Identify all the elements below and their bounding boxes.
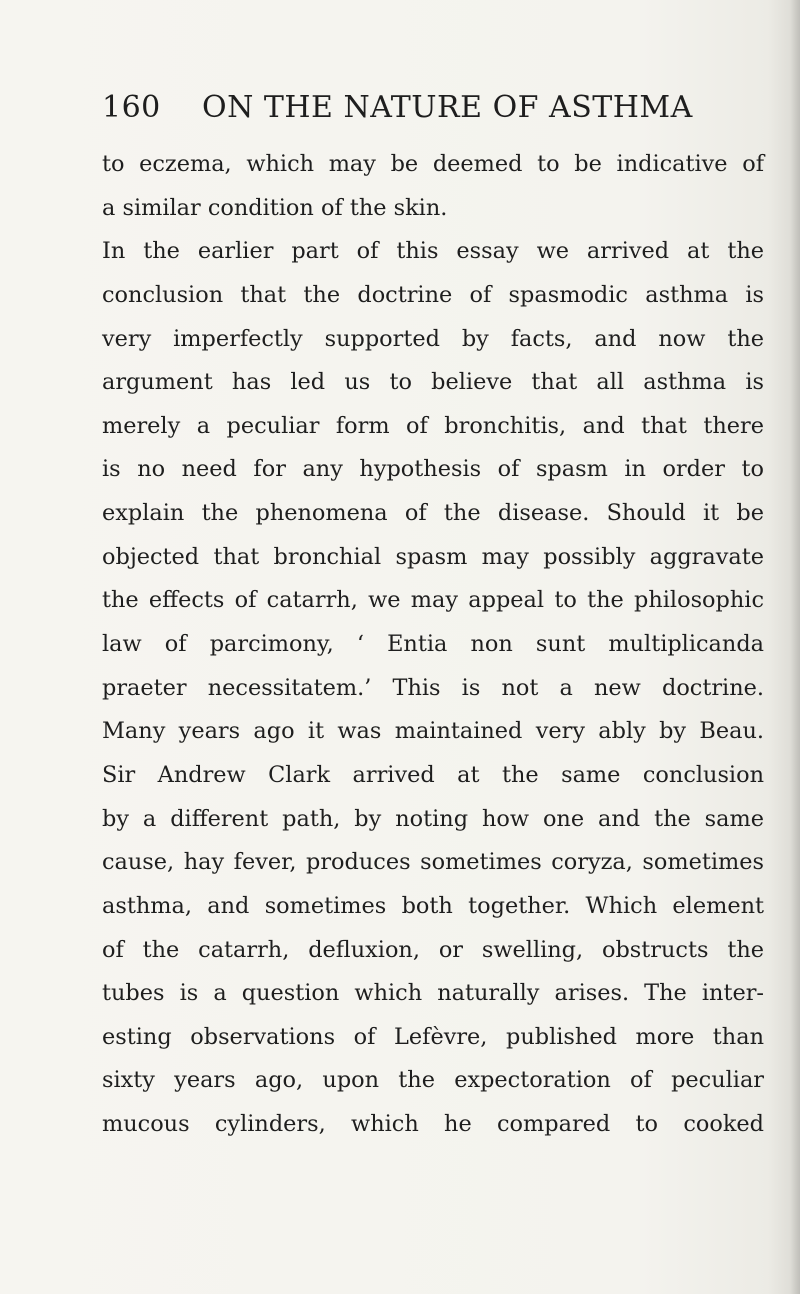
running-head xyxy=(102,86,692,130)
text-line: of the catarrh, defluxion, or swelling, obstructs the xyxy=(102,936,764,963)
text-line: a similar condition of the skin. xyxy=(102,194,448,221)
text-line: the effects of catarrh, we may appeal to the philosophic xyxy=(102,587,764,614)
text-line: law of parcimony, ‘ Entia non sunt multiplicanda xyxy=(102,631,764,658)
text-line: In the earlier part of this essay we arrived at the xyxy=(102,238,764,265)
text-line: objected that bronchial spasm may possibly aggravate xyxy=(102,543,764,570)
text-line: sixty years ago, upon the expectoration of peculiar xyxy=(102,1067,764,1094)
text-line: cause, hay fever, produces sometimes coryza, sometimes xyxy=(102,849,764,876)
text-line: Sir Andrew Clark arrived at the same conclusion xyxy=(102,761,764,788)
text-line: merely a peculiar form of bronchitis, and that there xyxy=(102,412,764,439)
text-line: Many years ago it was maintained very ably by Beau. xyxy=(102,718,764,745)
page-edge-shadow xyxy=(790,0,800,1294)
page-number: 160 xyxy=(102,90,161,125)
text-line: asthma, and sometimes both together. Which element xyxy=(102,892,764,919)
text-line: very imperfectly supported by facts, and now the xyxy=(102,325,764,352)
text-line: esting observations of Lefèvre, published more than xyxy=(102,1023,764,1050)
text-line: tubes is a question which naturally arises. The inter- xyxy=(102,980,764,1007)
text-line: by a different path, by noting how one and the same xyxy=(102,805,764,832)
text-line: mucous cylinders, which he compared to cooked xyxy=(102,1111,764,1138)
body-text xyxy=(102,143,764,1147)
text-line: conclusion that the doctrine of spasmodic asthma is xyxy=(102,281,764,308)
running-head-title: ON THE NATURE OF ASTHMA xyxy=(202,90,693,125)
text-line: explain the phenomena of the disease. Should it be xyxy=(102,500,764,527)
text-line: is no need for any hypothesis of spasm in order to xyxy=(102,456,764,483)
text-line: to eczema, which may be deemed to be indicative of xyxy=(102,151,764,177)
text-line: argument has led us to believe that all asthma is xyxy=(102,369,764,396)
text-line: praeter necessitatem.’ This is not a new doctrine. xyxy=(102,674,764,701)
